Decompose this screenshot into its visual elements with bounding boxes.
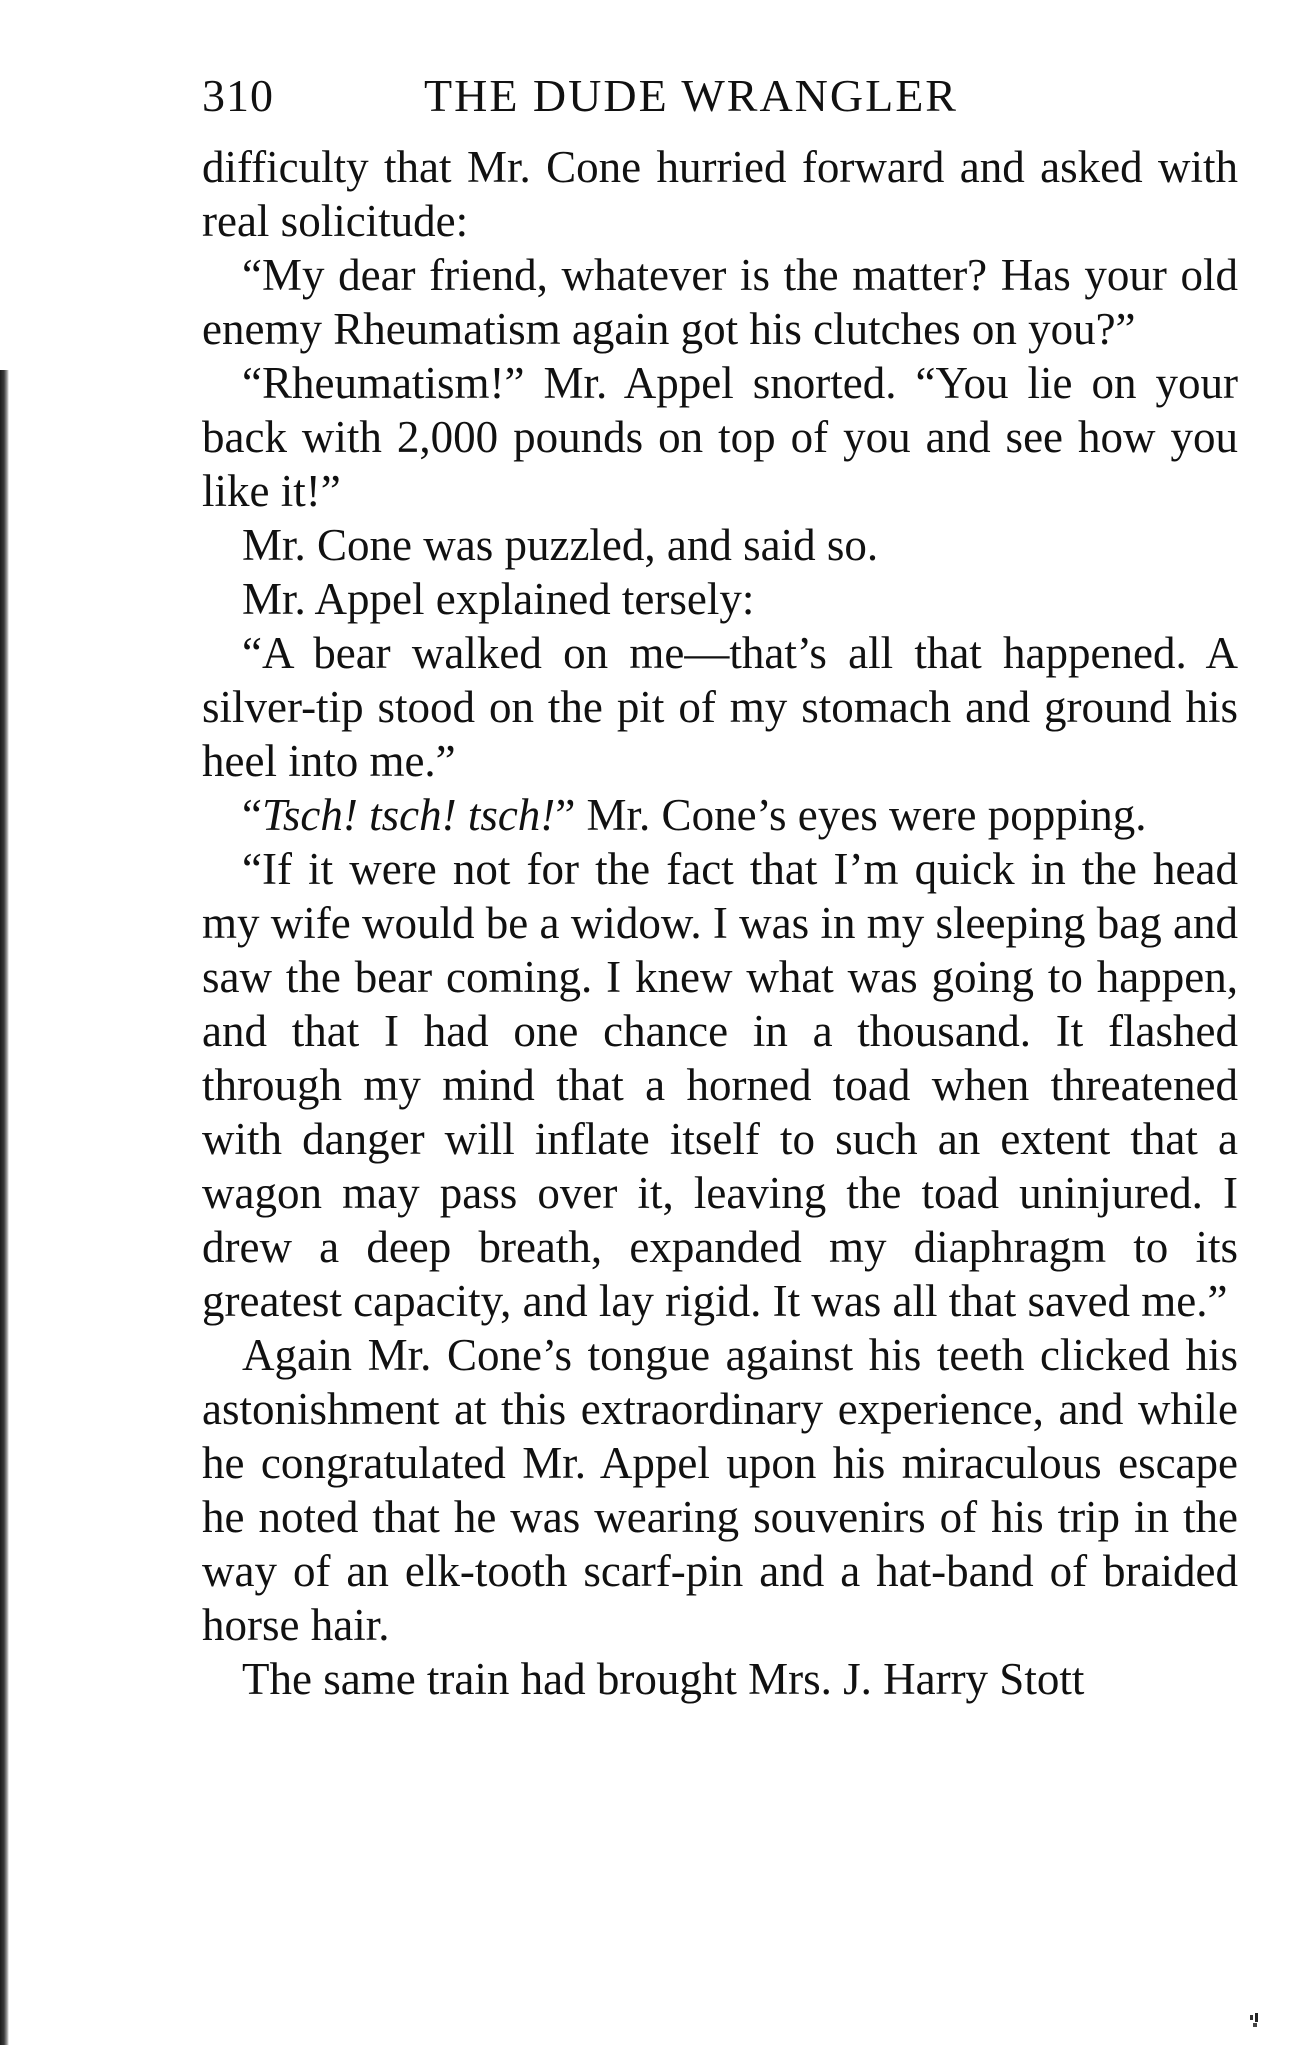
paragraph-rheumatism: “Rheumatism!” Mr. Appel snorted. “You lie on your back with 2,000 pounds on top of you and see how you like it!” bbox=[202, 358, 1238, 516]
paragraph-bear-walked: “A bear walked on me—that’s all that happened. A silver-tip stood on the pit of my stomach and ground his heel into me.” bbox=[202, 628, 1238, 786]
book-title-header: THE DUDE WRANGLER bbox=[424, 70, 958, 121]
page-number: 310 bbox=[202, 70, 274, 121]
paragraph-horned-toad: “If it were not for the fact that I’m quick in the head my wife would be a widow. I was in my sleeping bag and saw the bear coming. I knew what was going to happen, and that I had one chance in a thousand. It flashed through my mind that a horned toad when threatened with danger will inflate itself to such an extent that a wagon may pass over it, leaving the toad uninjured. I drew a deep breath, expanded my diaphragm to its greatest capacity, and lay rigid. It was all that saved me.” bbox=[202, 844, 1238, 1326]
page-binding-edge bbox=[0, 370, 9, 2045]
running-head bbox=[202, 66, 1238, 126]
paragraph-mrs-stott: The same train had brought Mrs. J. Harry Stott bbox=[242, 1654, 1085, 1704]
paragraph-cone-puzzled: Mr. Cone was puzzled, and said so. bbox=[242, 520, 879, 570]
paragraph-cone-question: “My dear friend, whatever is the matter? Has your old enemy Rheumatism again got his clutches on you?” bbox=[202, 250, 1238, 354]
paragraph-tsch bbox=[202, 788, 1238, 842]
paragraph-souvenirs: Again Mr. Cone’s tongue against his teeth clicked his astonishment at this extraordinary experience, and while he congratulated Mr. Appel upon his miraculous escape he noted that he was wearing souvenirs of his trip in the way of an elk-tooth scarf-pin and a hat-band of braided horse hair. bbox=[202, 1330, 1238, 1650]
body-text bbox=[202, 140, 1238, 1706]
paragraph-continuation: difficulty that Mr. Cone hurried forward and asked with real solicitude: bbox=[202, 142, 1238, 246]
paragraph-appel-explained: Mr. Appel explained tersely: bbox=[242, 574, 755, 624]
tsch-rest: ” Mr. Cone’s eyes were popping. bbox=[555, 790, 1147, 840]
print-speck bbox=[1248, 2012, 1262, 2030]
tsch-open-quote: “ bbox=[242, 790, 262, 840]
tsch-exclamation: Tsch! tsch! tsch! bbox=[261, 790, 556, 840]
